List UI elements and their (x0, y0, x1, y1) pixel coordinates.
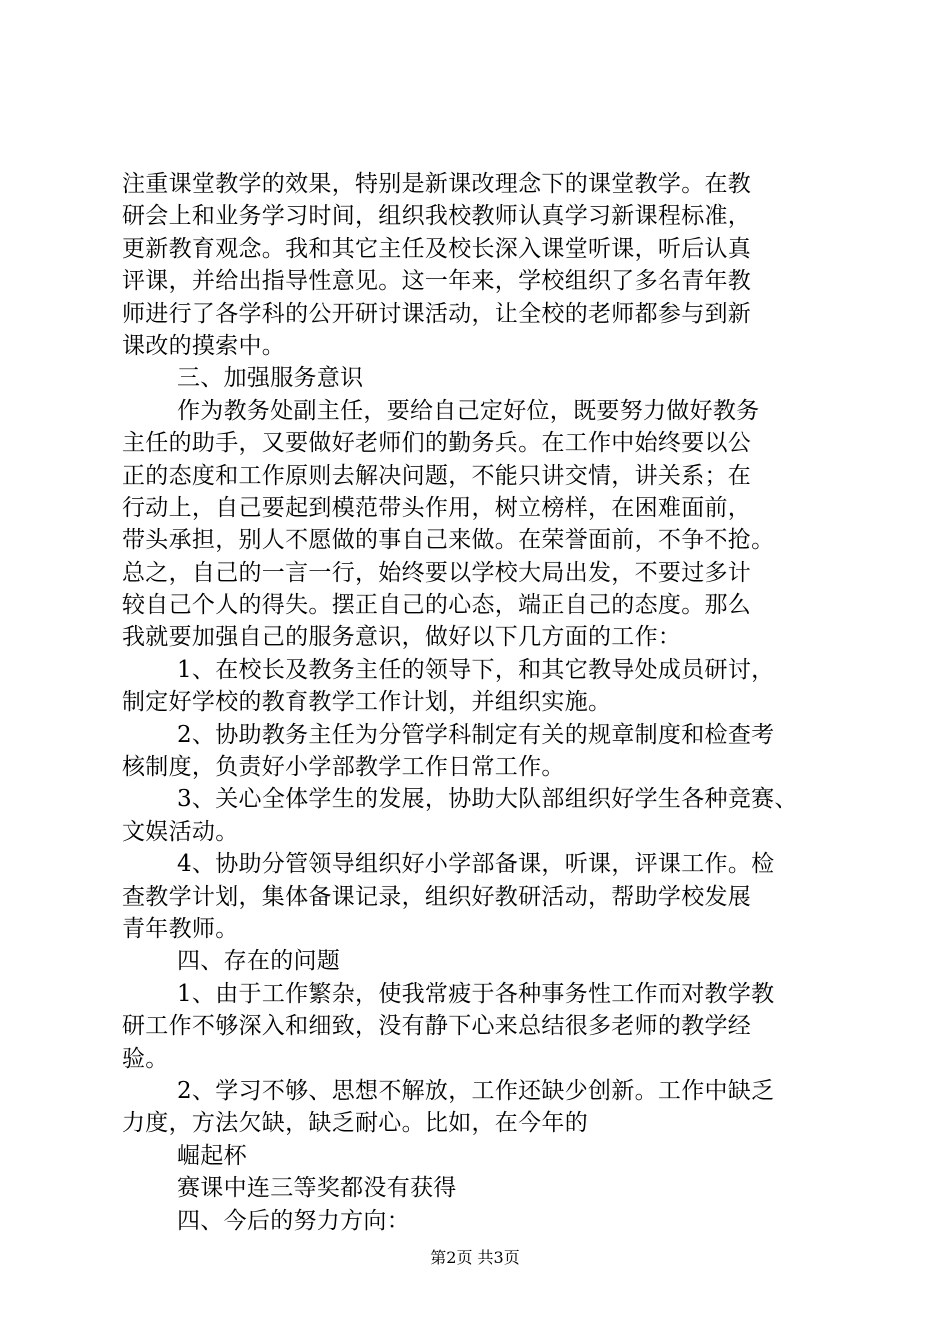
text-line: 2、协助教务主任为分管学科制定有关的规章制度和检查考 (177, 721, 775, 748)
text-line: 注重课堂教学的效果，特别是新课改理念下的课堂教学。在教 (122, 171, 752, 197)
text-line: 作为教务处副主任，要给自己定好位，既要努力做好教务 (177, 397, 760, 424)
text-line: 三、加强服务意识 (177, 365, 364, 392)
text-line: 正的态度和工作原则去解决问题，不能只讲交情，讲关系；在 (122, 462, 752, 489)
text-line: 制定好学校的教育教学工作计划，并组织实施。 (122, 689, 612, 716)
text-line: 3、关心全体学生的发展，协助大队部组织好学生各种竞赛、 (177, 786, 798, 813)
text-line: 带头承担，别人不愿做的事自己来做。在荣誉面前，不争不抢。 (122, 527, 775, 554)
document-body (122, 168, 842, 1237)
text-line: 师进行了各学科的公开研讨课活动，让全校的老师都参与到新 (122, 300, 752, 327)
text-line: 课改的摸索中。 (122, 332, 286, 359)
text-line: 研工作不够深入和细致，没有静下心来总结很多老师的教学经 (122, 1013, 752, 1040)
text-line: 四、今后的努力方向： (177, 1207, 410, 1234)
text-line: 赛课中连三等奖都没有获得 (177, 1175, 457, 1202)
text-line: 青年教师。 (122, 915, 239, 942)
text-line: 崛起杯 (177, 1142, 247, 1169)
text-line: 较自己个人的得失。摆正自己的心态，端正自己的态度。那么 (122, 592, 752, 619)
text-line: 评课，并给出指导性意见。这一年来，学校组织了多名青年教 (122, 268, 752, 295)
text-line: 更新教育观念。我和其它主任及校长深入课堂听课，听后认真 (122, 235, 752, 262)
text-line: 行动上，自己要起到模范带头作用，树立榜样，在困难面前， (122, 494, 752, 521)
text-line: 查教学计划，集体备课记录，组织好教研活动，帮助学校发展 (122, 883, 752, 910)
page-footer: 第2页 共3页 (430, 1248, 520, 1267)
text-line: 力度，方法欠缺，缺乏耐心。比如，在今年的 (122, 1110, 588, 1137)
text-line: 4、协助分管领导组织好小学部备课，听课，评课工作。检 (177, 851, 775, 878)
text-line: 验。 (122, 1045, 169, 1072)
text-line: 四、存在的问题 (177, 948, 341, 975)
text-line: 研会上和业务学习时间，组织我校教师认真学习新课程标准， (122, 203, 752, 230)
text-line: 核制度，负责好小学部教学工作日常工作。 (122, 754, 565, 781)
text-line: 文娱活动。 (122, 818, 239, 845)
text-line: 1、在校长及教务主任的领导下，和其它教导处成员研讨， (177, 656, 775, 683)
text-line: 2、学习不够、思想不解放，工作还缺少创新。工作中缺乏 (177, 1077, 775, 1104)
text-line: 总之，自己的一言一行，始终要以学校大局出发，不要过多计 (122, 559, 752, 586)
text-line: 1、由于工作繁杂，使我常疲于各种事务性工作而对教学教 (177, 980, 775, 1007)
text-line: 我就要加强自己的服务意识，做好以下几方面的工作： (122, 624, 682, 651)
text-line: 主任的助手，又要做好老师们的勤务兵。在工作中始终要以公 (122, 430, 752, 457)
